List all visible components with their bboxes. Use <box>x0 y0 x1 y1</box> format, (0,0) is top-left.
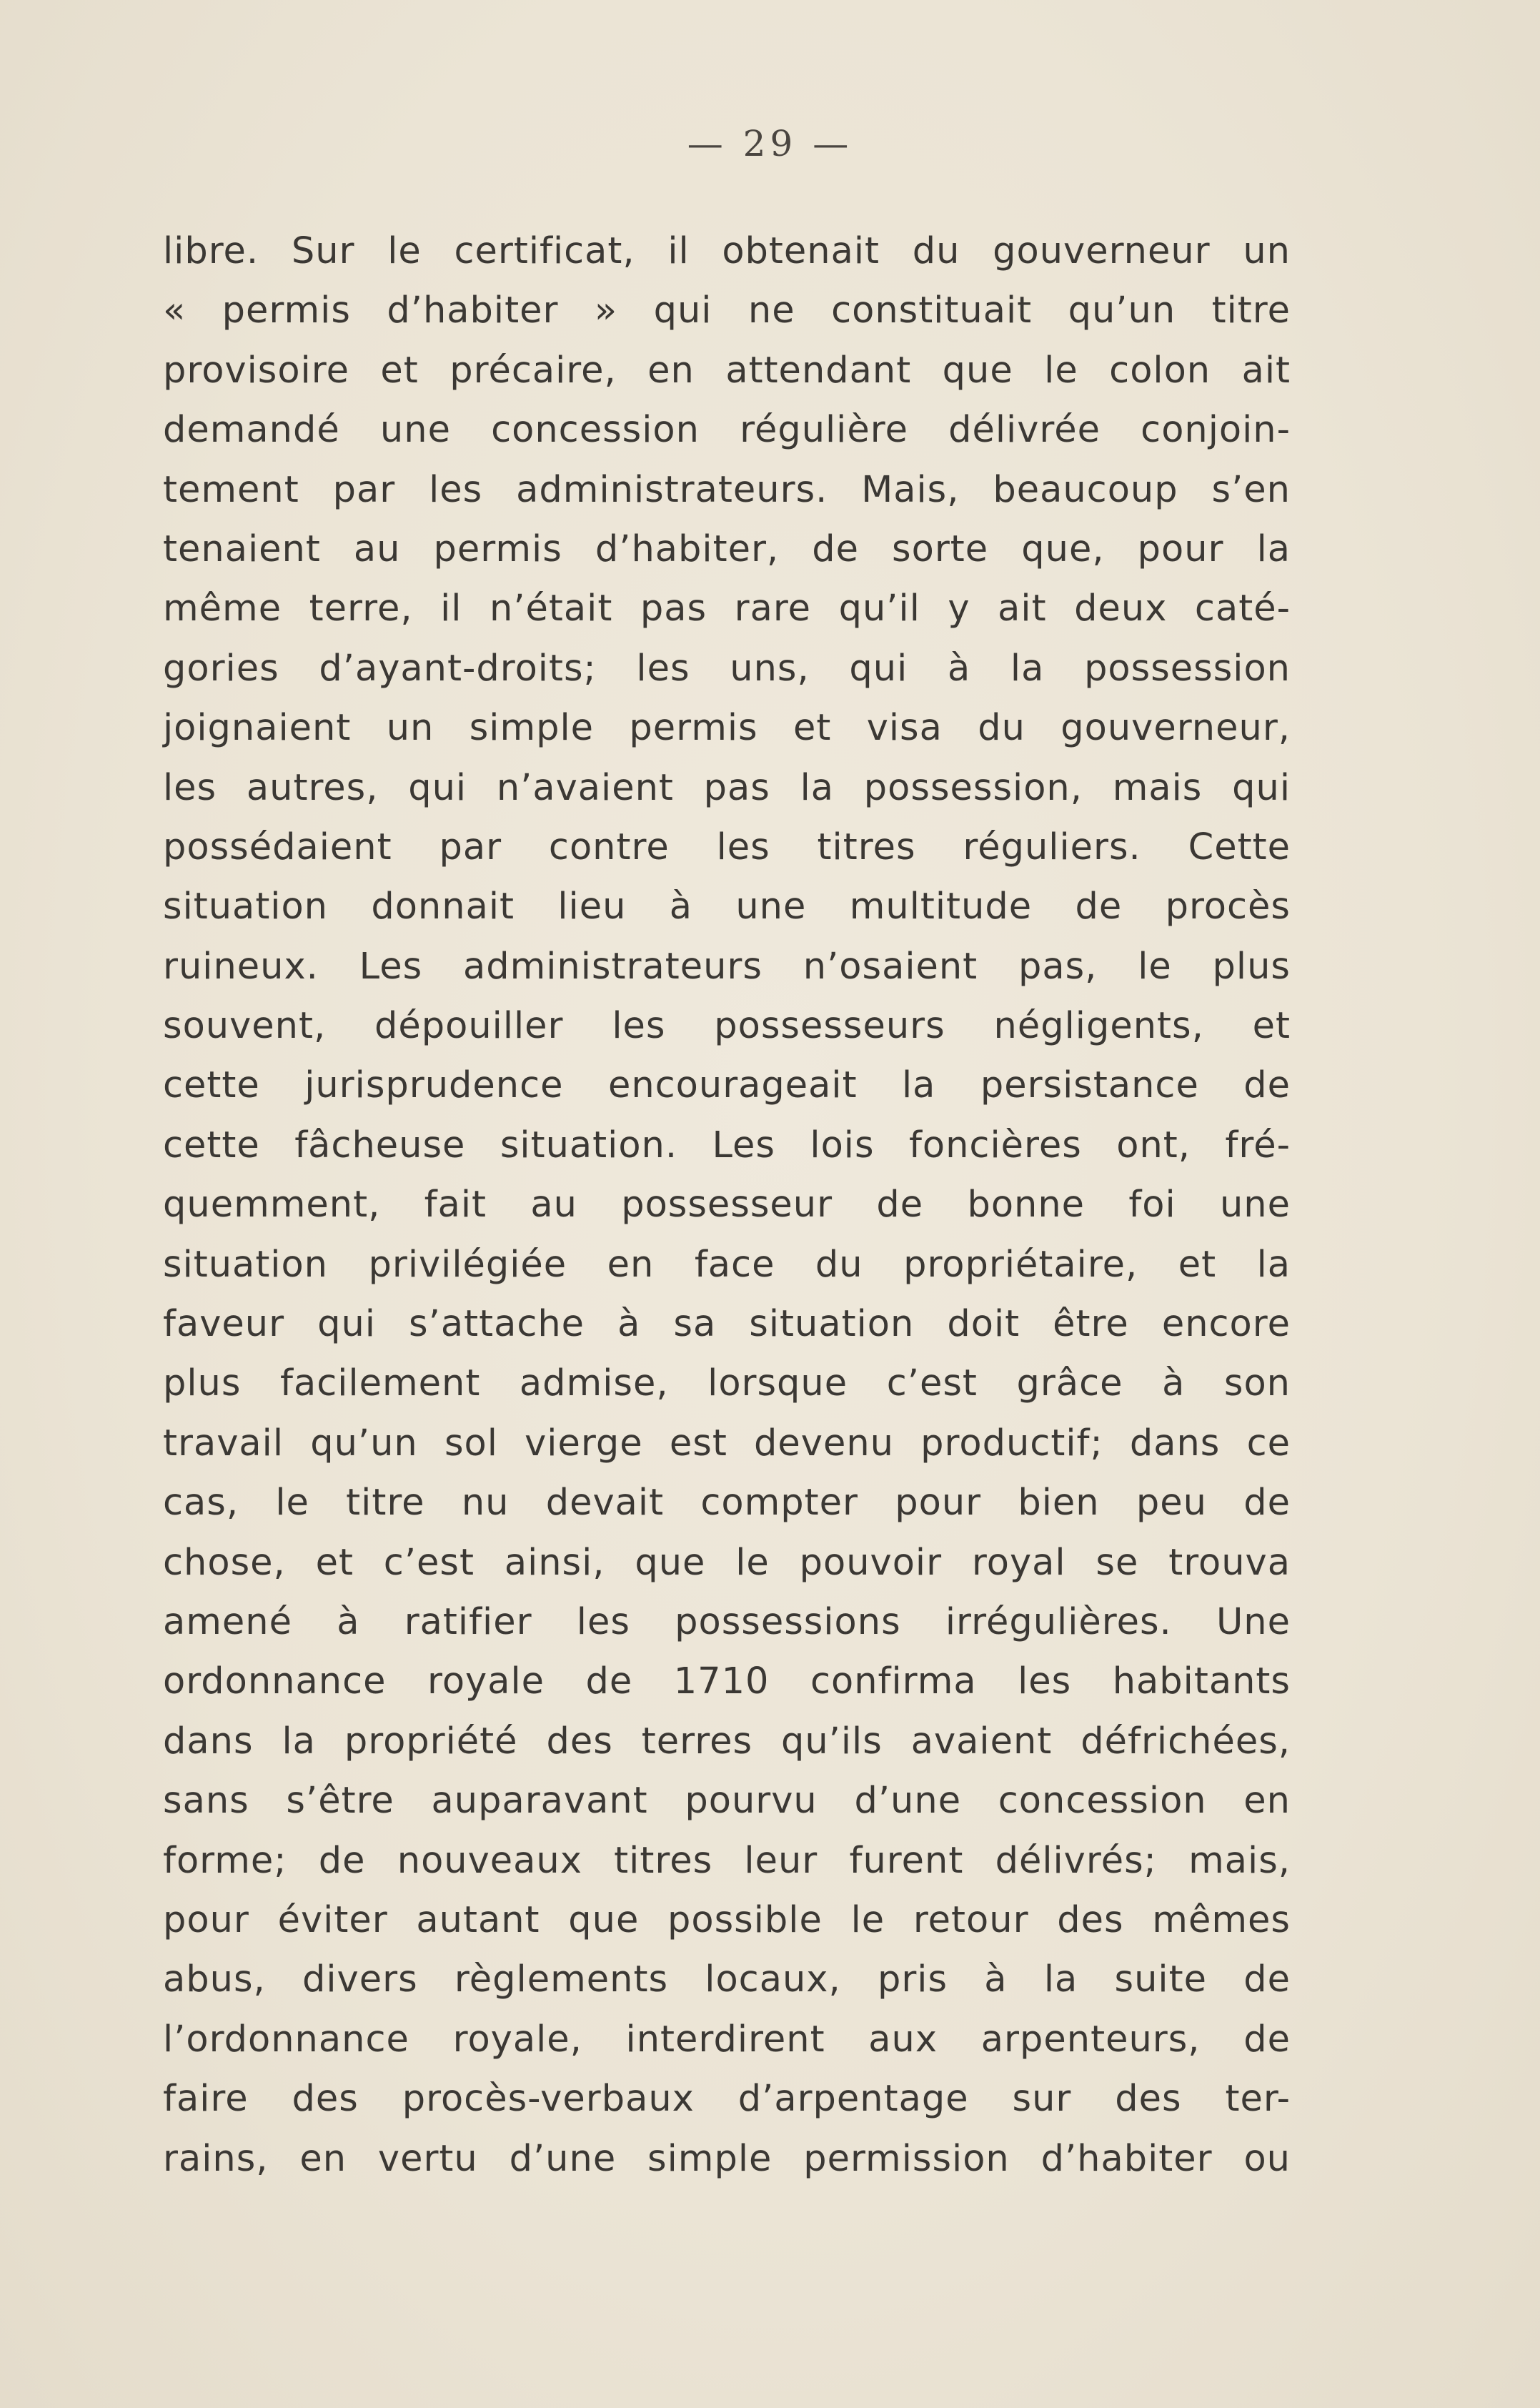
text-line: joignaient un simple permis et visa du gouverneur, <box>163 707 1291 750</box>
text-line: libre. Sur le certificat, il obtenait du gouverneur un <box>163 230 1291 272</box>
text-line: travail qu’un sol vierge est devenu productif; dans ce <box>163 1422 1291 1465</box>
text-line: sans s’être auparavant pourvu d’une concession en <box>163 1780 1291 1823</box>
text-line: rains, en vertu d’une simple permission d’habiter ou <box>163 2137 1291 2180</box>
text-line: même terre, il n’était pas rare qu’il y ait deux caté- <box>163 588 1291 630</box>
text-line: faveur qui s’attache à sa situation doit être encore <box>163 1303 1291 1346</box>
text-line: abus, divers règlements locaux, pris à la suite de <box>163 1958 1291 2001</box>
text-line: l’ordonnance royale, interdirent aux arpenteurs, de <box>163 2018 1291 2061</box>
text-line: tement par les administrateurs. Mais, beaucoup s’en <box>163 468 1291 511</box>
text-line: provisoire et précaire, en attendant que le colon ait <box>163 349 1291 392</box>
text-line: quemment, fait au possesseur de bonne foi une <box>163 1184 1291 1227</box>
text-line: « permis d’habiter » qui ne constituait qu’un titre <box>163 289 1291 332</box>
text-line: pour éviter autant que possible le retour des mêmes <box>163 1898 1291 1941</box>
text-line: chose, et c’est ainsi, que le pouvoir royal se trouva <box>163 1541 1291 1584</box>
text-line: possédaient par contre les titres réguliers. Cette <box>163 826 1291 868</box>
text-line: ordonnance royale de 1710 confirma les habitants <box>163 1660 1291 1703</box>
text-line: cette fâcheuse situation. Les lois foncières ont, fré- <box>163 1124 1291 1166</box>
text-line: cette jurisprudence encourageait la persistance de <box>163 1064 1291 1107</box>
text-line: plus facilement admise, lorsque c’est grâce à son <box>163 1362 1291 1405</box>
text-line: gories d’ayant-droits; les uns, qui à la possession <box>163 647 1291 690</box>
text-line: situation privilégiée en face du propriétaire, et la <box>163 1243 1291 1286</box>
text-line: les autres, qui n’avaient pas la possession, mais qui <box>163 766 1291 809</box>
page-number: — 29 — <box>687 123 853 164</box>
text-line: cas, le titre nu devait compter pour bien peu de <box>163 1482 1291 1525</box>
text-line: tenaient au permis d’habiter, de sorte que, pour la <box>163 527 1291 570</box>
text-line: amené à ratifier les possessions irrégulières. Une <box>163 1600 1291 1643</box>
text-line: forme; de nouveaux titres leur furent délivrés; mais, <box>163 1839 1291 1882</box>
text-line: demandé une concession régulière délivrée conjoin- <box>163 409 1291 452</box>
text-line: situation donnait lieu à une multitude de procès <box>163 886 1291 928</box>
text-line: souvent, dépouiller les possesseurs négligents, et <box>163 1005 1291 1048</box>
body-text <box>163 222 1291 2189</box>
text-line: faire des procès-verbaux d’arpentage sur des ter- <box>163 2078 1291 2121</box>
text-line: dans la propriété des terres qu’ils avaient défrichées, <box>163 1720 1291 1763</box>
text-line: ruineux. Les administrateurs n’osaient pas, le plus <box>163 945 1291 988</box>
